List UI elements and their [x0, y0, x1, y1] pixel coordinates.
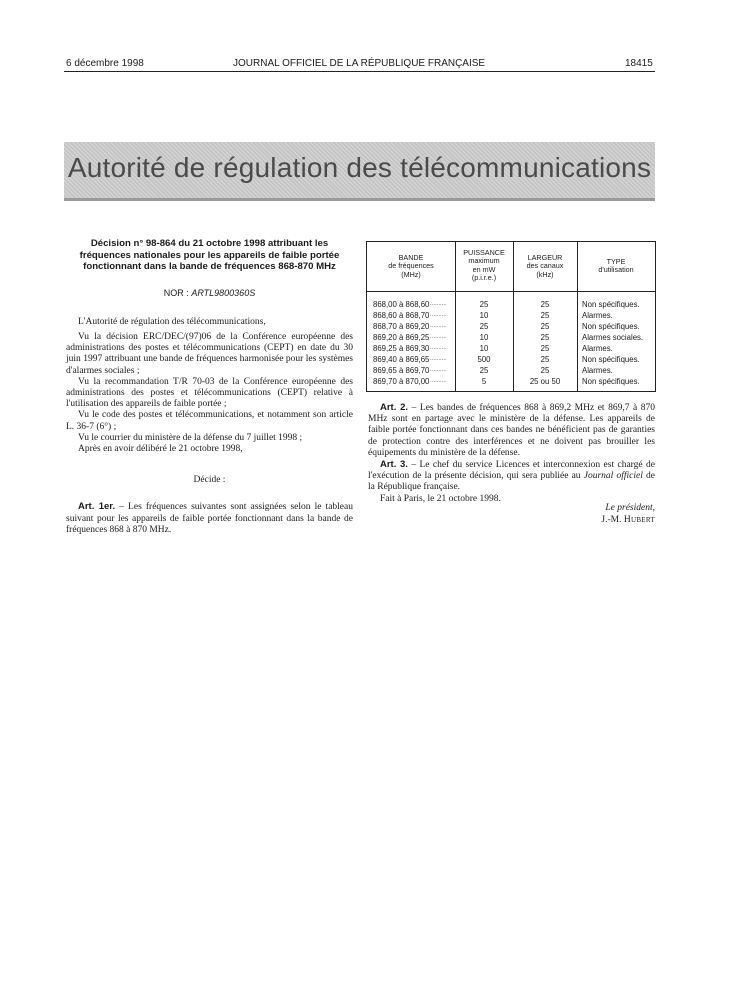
table-cell-power: 10 — [479, 333, 489, 342]
table-row — [367, 343, 655, 354]
preamble-paragraph: Vu le code des postes et télécommunications, et notamment son article L. 36-7 (6°) ; — [66, 410, 353, 432]
header-date: 6 décembre 1998 — [66, 58, 144, 69]
table-cell-width: 25 — [540, 355, 550, 364]
dot-leader: .......... — [430, 312, 447, 318]
table-cell-type: Alarmes. — [582, 311, 613, 320]
table-cell-width: 25 — [540, 311, 550, 320]
signature-title: Le président, — [605, 503, 655, 513]
nor-label: NOR : — [163, 287, 189, 298]
dot-leader: .......... — [430, 334, 447, 340]
table-header-band: BANDE de fréquences (MHz) — [388, 253, 434, 279]
article-2-text: – Les bandes de fréquences 868 à 869,2 MHz et 869,7 à 870 MHz sont en partage avec le ministère de la défense. Les appareils de faible portée fonctionnant dans ces bandes ne bénéficient pas de garanties de protection contre des interférences et ne doivent pas brouiller les équipements du ministère de la défense. — [368, 403, 655, 458]
frequency-table — [366, 241, 656, 392]
table-cell-band: 868,60 à 868,70 — [373, 311, 430, 320]
table-cell-type: Non spécifiques. — [582, 300, 640, 309]
decide-heading: Décide : — [193, 475, 226, 486]
article-1-label: Art. 1er. — [78, 501, 116, 513]
table-cell-band: 868,00 à 868,60 — [373, 300, 430, 309]
article-2-label: Art. 2. — [380, 402, 409, 413]
table-row — [367, 299, 655, 310]
article-1-text: – Les fréquences suivantes sont assignées selon le tableau suivant pour les appareils de faible portée fonctionnant dans la bande de fréquences 868 à 870 MHz. — [66, 502, 353, 535]
nor-value: ARTL9800360S — [191, 287, 256, 298]
preamble-paragraph: L'Autorité de régulation des télécommunications, — [78, 316, 266, 327]
table-header-width: LARGEUR des canaux (kHz) — [526, 253, 564, 279]
dot-leader: .......... — [430, 356, 447, 362]
table-cell-band: 869,25 à 869,30 — [373, 344, 430, 353]
preamble-paragraph: Vu la recommandation T/R 70-03 de la Conférence européenne des administrations des postes et télécommunications (CEPT) relative à l'utilisation des appareils de faible portée ; — [66, 376, 353, 410]
header-rule — [64, 71, 655, 72]
signature-name: Hubert — [623, 515, 655, 525]
table-cell-width: 25 — [540, 366, 550, 375]
closing-line: Fait à Paris, le 21 octobre 1998. — [380, 493, 501, 504]
dot-leader: .......... — [430, 367, 447, 373]
article-3-end: de la République française. — [368, 471, 655, 493]
table-row — [367, 310, 655, 321]
table-cell-width: 25 ou 50 — [529, 377, 561, 386]
banner-title: Autorité de régulation des télécommunications — [67, 152, 652, 183]
table-header-type: TYPE d'utilisation — [598, 257, 634, 275]
journal-officiel: Journal officiel — [583, 471, 643, 482]
table-cell-type: Alarmes. — [582, 344, 613, 353]
table-row — [367, 332, 655, 343]
table-cell-type: Non spécifiques. — [582, 322, 640, 331]
nor-reference — [66, 288, 353, 299]
table-cell-power: 25 — [479, 300, 489, 309]
table-cell-power: 10 — [479, 311, 489, 320]
signature-initials: J.-M. — [601, 515, 622, 525]
header-journal-title: JOURNAL OFFICIEL DE LA RÉPUBLIQUE FRANÇAISE — [233, 58, 486, 69]
table-cell-band: 868,70 à 869,20 — [373, 322, 430, 331]
table-cell-width: 25 — [540, 333, 550, 342]
right-column — [368, 402, 655, 505]
article-3-label: Art. 3. — [380, 459, 408, 471]
preamble-paragraph: Vu le courrier du ministère de la défense du 7 juillet 1998 ; — [78, 432, 303, 443]
table-cell-width: 25 — [540, 322, 550, 331]
section-banner — [64, 142, 655, 201]
article-3 — [368, 459, 655, 494]
table-cell-band: 869,40 à 869,65 — [373, 355, 430, 364]
table-header-power: PUISSANCE maximum en mW (p.i.r.e.) — [463, 248, 505, 283]
table-row — [367, 376, 655, 387]
table-cell-band: 869,20 à 869,25 — [373, 333, 430, 342]
table-cell-band: 869,70 à 870,00 — [373, 377, 430, 386]
table-cell-power: 10 — [479, 344, 489, 353]
table-cell-type: Non spécifiques. — [582, 377, 640, 386]
table-cell-width: 25 — [540, 344, 550, 353]
table-row — [367, 365, 655, 376]
table-cell-power: 500 — [477, 355, 491, 364]
preamble-paragraph: Vu la décision ERC/DEC/(97)06 de la Conférence européenne des administrations des postes et télécommunications (CEPT) en date du 30 juin 1997 attribuant une bande de fréquences harmonisée pour les systèmes d'alarmes sociales ; — [66, 331, 353, 376]
table-cell-power: 5 — [481, 377, 487, 386]
table-cell-power: 25 — [479, 366, 489, 375]
table-cell-type: Alarmes. — [582, 366, 613, 375]
article-1 — [66, 501, 353, 536]
article-2 — [368, 402, 655, 459]
article-3-text: – Le chef du service Licences et interconnexion est chargé de l'exécution de la présente décision, qui sera publiée au — [368, 460, 655, 482]
table-cell-band: 869,65 à 869,70 — [373, 366, 430, 375]
left-column — [66, 238, 353, 536]
table-cell-type: Alarmes sociales. — [582, 333, 644, 342]
decision-title: Décision n° 98-864 du 21 octobre 1998 attribuant les fréquences nationales pour les appareils de faible portée fonctionnant dans la bande de fréquences 868-870 MHz — [79, 238, 340, 272]
table-cell-power: 25 — [479, 322, 489, 331]
preamble-paragraph: Après en avoir délibéré le 21 octobre 1998, — [78, 443, 243, 454]
signature-block — [601, 502, 655, 526]
header-page-number: 18415 — [625, 58, 653, 69]
table-cell-type: Non spécifiques. — [582, 355, 640, 364]
dot-leader: .......... — [430, 345, 447, 351]
table-cell-width: 25 — [540, 300, 550, 309]
dot-leader: .......... — [430, 301, 447, 307]
table-row — [367, 354, 655, 365]
dot-leader: .......... — [430, 323, 447, 329]
dot-leader: .......... — [430, 378, 447, 384]
table-row — [367, 321, 655, 332]
